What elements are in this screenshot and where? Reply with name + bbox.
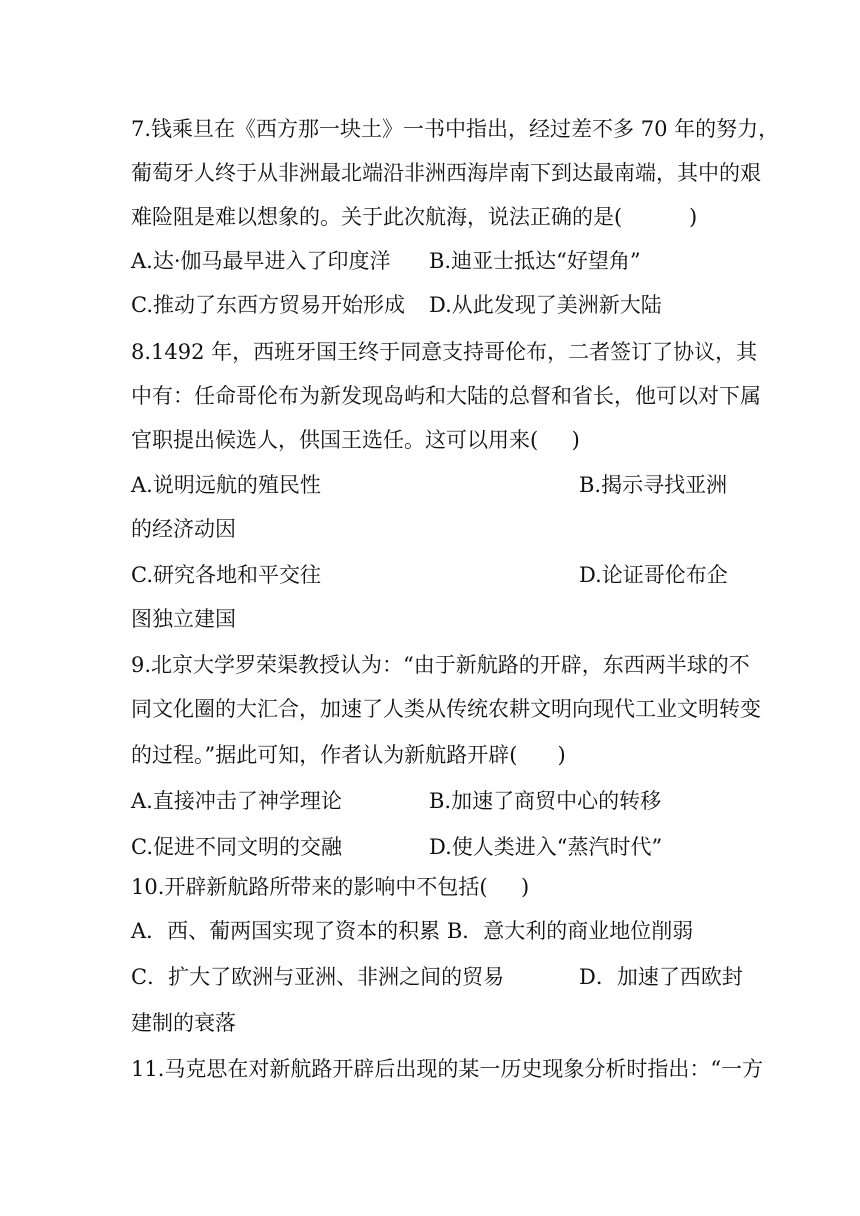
q9-stem-line-1: 9.北京大学罗荣渠教授认为：“由于新航路的开辟，东西两半球的不 bbox=[131, 653, 750, 677]
q7-option-b: B.迪亚士抵达“好望角” bbox=[429, 249, 641, 273]
q9-option-b: B.加速了商贸中心的转移 bbox=[429, 789, 662, 813]
q9-option-d: D.使人类进入“蒸汽时代” bbox=[429, 835, 663, 859]
q10-option-c: C．扩大了欧洲与亚洲、非洲之间的贸易 bbox=[131, 965, 505, 989]
q7-stem-line-2: 葡萄牙人终于从非洲最北端沿非洲西海岸南下到达最南端，其中的艰 bbox=[131, 161, 761, 185]
q8-stem-line-1: 8.1492 年，西班牙国王终于同意支持哥伦布，二者签订了协议，其 bbox=[131, 340, 758, 364]
q7-option-c: C.推动了东西方贸易开始形成 bbox=[131, 293, 405, 317]
q10-option-a-b: A．西、葡两国实现了资本的积累 B．意大利的商业地位削弱 bbox=[131, 919, 694, 943]
q7-option-d: D.从此发现了美洲新大陆 bbox=[429, 293, 662, 317]
q9-stem-line-2: 同文化圈的大汇合，加速了人类从传统农耕文明向现代工业文明转变 bbox=[131, 697, 761, 721]
q10-stem: 10.开辟新航路所带来的影响中不包括( ) bbox=[131, 875, 530, 899]
q11-stem-line-1: 11.马克思在对新航路开辟后出现的某一历史现象分析时指出：“一方 bbox=[131, 1057, 764, 1081]
q7-stem-line-3: 难险阻是难以想象的。关于此次航海，说法正确的是( ) bbox=[131, 205, 698, 229]
q8-option-b: B.揭示寻找亚洲 bbox=[579, 473, 728, 497]
q8-stem-line-3: 官职提出候选人，供国王选任。这可以用来( ) bbox=[131, 428, 580, 452]
q8-option-d-continued: 图独立建国 bbox=[131, 607, 236, 631]
q8-stem-line-2: 中有：任命哥伦布为新发现岛屿和大陆的总督和省长，他可以对下属 bbox=[131, 384, 761, 408]
q9-option-a: A.直接冲击了神学理论 bbox=[131, 789, 342, 813]
q8-option-b-continued: 的经济动因 bbox=[131, 517, 236, 541]
q9-option-c: C.促进不同文明的交融 bbox=[131, 835, 342, 859]
q9-stem-line-3: 的过程。”据此可知，作者认为新航路开辟( ) bbox=[131, 743, 566, 767]
q7-stem-line-1: 7.钱乘旦在《西方那一块土》一书中指出，经过差不多 70 年的努力， bbox=[131, 117, 780, 141]
q8-option-c: C.研究各地和平交往 bbox=[131, 563, 321, 587]
q8-option-a: A.说明远航的殖民性 bbox=[131, 473, 321, 497]
q8-option-d: D.论证哥伦布企 bbox=[579, 563, 728, 587]
q7-option-a: A.达·伽马最早进入了印度洋 bbox=[131, 249, 391, 273]
q10-option-d: D．加速了西欧封 bbox=[579, 965, 743, 989]
q10-option-d-continued: 建制的衰落 bbox=[131, 1011, 236, 1035]
